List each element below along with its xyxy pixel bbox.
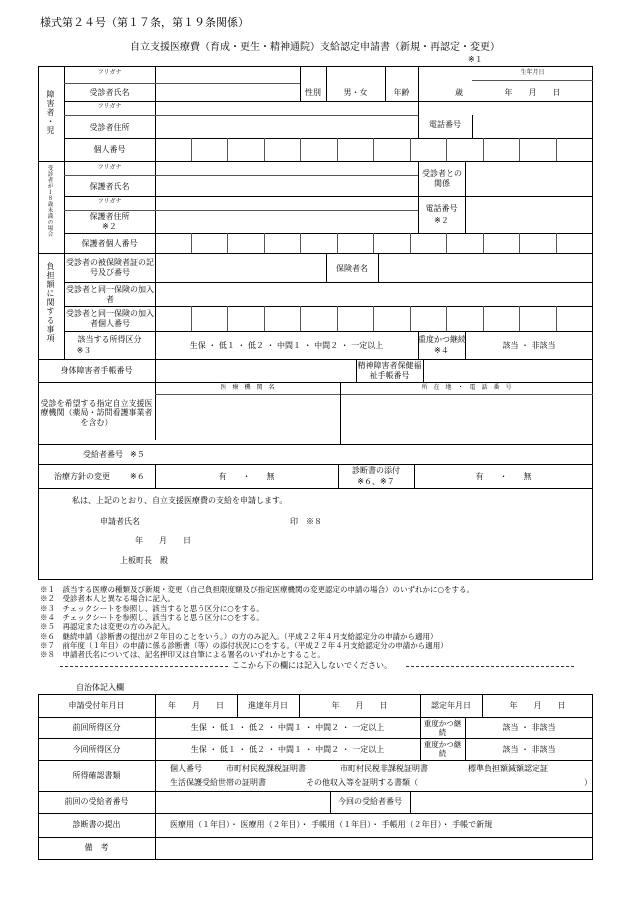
doc-my-number[interactable]: 個人番号 (170, 764, 202, 773)
physical-handbook-input[interactable] (155, 361, 355, 381)
form-number: 様式第２４号（第１７条，第１９条関係） (40, 16, 249, 29)
doc-other-income[interactable]: その他収入等を証明する書類（ (306, 778, 418, 787)
severe-note: ※４ (434, 346, 449, 355)
prev-recipient-input[interactable] (156, 793, 329, 811)
guardian-name-label: 保護者氏名 (89, 182, 130, 191)
title-note: ※１ (468, 55, 483, 64)
applicant-name-input[interactable] (170, 514, 285, 528)
prev-income-options[interactable]: 生保 ・ 低１ ・ 低２ ・ 中間１ ・ 中間２ ・ 一定以上 (190, 723, 385, 732)
section-burden: 負担額に関する事項 (46, 262, 55, 343)
curr-severe-label: 重度かつ継続 (423, 740, 462, 758)
guardian-phone-input[interactable] (465, 198, 593, 232)
patient-id-digits[interactable] (155, 138, 593, 161)
recipient-input[interactable] (156, 446, 592, 463)
severe-label: 重度かつ継続 (418, 335, 466, 344)
cert-submit-options[interactable]: 医療用（１年目）・ 医療用（２年目）・ 手帳用（１年目）・ 手帳用（２年目）・ 手帳で新規 (170, 820, 493, 829)
same-insured-input[interactable] (155, 284, 593, 305)
severe-options[interactable]: 該当 ・ 非該当 (502, 341, 556, 350)
guardian-id-digits[interactable] (155, 233, 593, 253)
docs-label: 所得確認書類 (72, 771, 121, 780)
recipient-note: ※５ (130, 450, 145, 459)
note-item: ※４ チェックシートを参照し、該当すると思う区分に○をする。 (40, 612, 264, 622)
recipient-label: 受給者番号 (83, 450, 123, 459)
cert-submit-label: 診断書の提出 (72, 820, 121, 829)
doc-reduction-cert[interactable]: 標準負担額減額認定証 (468, 764, 548, 773)
cert-note: ※６、※７ (357, 477, 395, 486)
patient-furigana-input[interactable] (155, 70, 300, 82)
patient-address-label: 受診者住所 (89, 123, 130, 132)
curr-recipient-input[interactable] (411, 793, 592, 811)
prev-severe-label: 重度かつ継続 (423, 718, 462, 737)
furigana-label: フリガナ (97, 103, 122, 110)
received-value[interactable]: 年 月 日 (168, 701, 224, 710)
form-title: 自立支援医療費（育成・更生・精神通院）支給認定申請書（新規・再認定・変更） (130, 42, 500, 53)
same-insured-id-label: 受診者と同一保険の加入者個人番号 (66, 309, 154, 328)
doc-other-close: ） (584, 778, 592, 787)
cert-options[interactable]: 有 ・ 無 (475, 472, 532, 481)
institution-address-input[interactable] (341, 396, 592, 442)
furigana-label: フリガナ (97, 69, 122, 76)
note-item: ※１ 該当する医療の種類及び新規・変更（自己負担限度額及び指定医療機関の変更認定の申請の場合）のいずれかに○をする。 (40, 585, 475, 594)
income-label: 該当する所得区分 (77, 335, 142, 344)
insurer-input[interactable] (378, 255, 593, 281)
note-item: ※２ 受診者本人と異なる場合に記入。 (40, 594, 175, 604)
same-insured-id-digits[interactable] (155, 306, 593, 331)
institution-name-input[interactable] (156, 396, 339, 442)
guardian-name-input[interactable] (155, 178, 418, 194)
guardian-address-label: 保護者住所 (89, 212, 130, 221)
policy-options[interactable]: 有 ・ 無 (218, 472, 275, 481)
insurer-label: 保険者名 (336, 264, 368, 273)
doc-tax-cert[interactable]: 市町村民税課税証明書 (226, 764, 306, 773)
cert-label: 診断書の添付 (352, 466, 400, 475)
curr-income-label: 今回所得区分 (72, 745, 121, 754)
prev-income-label: 前回所得区分 (72, 723, 121, 732)
addressee: 上板町長 殿 (120, 556, 168, 565)
doc-welfare-cert[interactable]: 生活保護受給世帯の証明書 (170, 778, 266, 787)
cut-line-text: ここから下の欄には記入しないでください。 (232, 661, 392, 670)
age-label: 年齢 (393, 88, 410, 97)
guardian-address-input[interactable] (155, 212, 418, 232)
income-note: ※３ (76, 346, 92, 355)
prev-severe-options[interactable]: 該当 ・ 非該当 (502, 723, 556, 732)
curr-income-options[interactable]: 生保 ・ 低１ ・ 低２ ・ 中間１ ・ 中間２ ・ 一定以上 (190, 745, 385, 754)
patient-name-label: 受診者氏名 (89, 88, 130, 97)
guardian-phone-note: ※２ (434, 216, 449, 225)
section-guardian: 受診者が１８歳未満の場合 (46, 165, 53, 237)
section-patient: 障害者・児 (46, 90, 55, 135)
policy-label: 治療方針の変更 (54, 472, 110, 481)
same-insured-label: 受診者と同一保険の加入者 (66, 284, 154, 304)
furigana-label: フリガナ (97, 198, 122, 205)
patient-name-input[interactable] (155, 84, 300, 100)
institution-name-header: 医 療 機 関 名 (220, 384, 275, 391)
patient-phone-label: 電話番号 (429, 120, 461, 129)
age-unit: 歳 (455, 88, 463, 97)
mental-handbook-input[interactable] (423, 361, 593, 381)
guardian-relation-input[interactable] (465, 163, 593, 195)
sex-options[interactable]: 男・女 (343, 88, 368, 97)
doc-nontax-cert[interactable]: 市町村民税非課税証明書 (340, 764, 428, 773)
guardian-address-note: ※２ (102, 222, 117, 231)
note-item: ※６ 継続申請（診断書の提出が２年目のことをいう。）の方のみ記入。（平成２２年４月支給認定分の申請から適用） (40, 631, 438, 641)
dob-value[interactable]: 年 月 日 (504, 88, 561, 97)
seal-label: 印 ※８ (290, 517, 322, 526)
policy-note: ※６ (130, 472, 145, 481)
income-options[interactable]: 生保 ・ 低１ ・ 低２ ・ 中間１ ・ 中間２ ・ 一定以上 (189, 341, 384, 350)
insured-input[interactable] (155, 255, 326, 281)
note-item: ※５ 再認定または変更の方のみ記入。 (40, 622, 175, 632)
certified-label: 認定年月日 (431, 701, 471, 710)
guardian-phone-label: 電話番号 (425, 204, 458, 213)
insured-label: 受診者の被保険者証の記号及び番号 (66, 258, 154, 277)
furigana-label: フリガナ (97, 164, 122, 171)
mental-handbook-label: 精神障害者保健福祉手帳番号 (357, 360, 422, 380)
institution-address-header: 所 在 地 ・ 電 話 番 号 (421, 384, 512, 391)
patient-phone-input[interactable] (472, 116, 593, 136)
physical-handbook-label: 身体障害者手帳番号 (60, 366, 133, 375)
remarks-input[interactable] (156, 839, 592, 858)
note-item: ※８ 申請者氏名については、記名押印又は自筆による署名のいずれかとすること。 (40, 650, 325, 660)
note-item: ※３ チェックシートを参照し、該当すると思う区分に○をする。 (40, 603, 264, 613)
institution-label: 受診を希望する指定自立支援医療機関（薬局・訪問看護事業者を含む） (40, 398, 153, 427)
declaration-date[interactable]: 年 月 日 (135, 536, 191, 545)
approved-value[interactable]: 年 月 日 (331, 701, 388, 710)
office-heading: 自治体記入欄 (76, 683, 124, 692)
received-label: 申請受付年月日 (68, 701, 125, 710)
curr-severe-options[interactable]: 該当 ・ 非該当 (502, 745, 556, 754)
note-item: ※７ 前年度（１年目）の申請に係る診断書（等）の添付状況に○をする。（平成２２年４月支給認定分の申請から適用） (40, 640, 448, 650)
applicant-label: 申請者氏名 (100, 517, 140, 526)
certified-value[interactable]: 年 月 日 (509, 701, 566, 710)
prev-recipient-label: 前回の受給者番号 (64, 797, 129, 806)
patient-id-label: 個人番号 (93, 145, 126, 154)
curr-recipient-label: 今回の受給者番号 (338, 797, 402, 806)
declaration-text: 私は、上記のとおり、自立支援医療費の支給を申請します。 (72, 496, 288, 505)
guardian-relation-label: 受診者との関係 (422, 169, 462, 188)
approved-label: 進達年月日 (248, 701, 288, 710)
sex-label: 性別 (305, 88, 321, 97)
remarks-label: 備 考 (84, 843, 109, 852)
dob-label: 生年月日 (520, 69, 545, 76)
guardian-id-label: 保護者個人番号 (81, 239, 138, 248)
patient-address-input[interactable] (155, 116, 418, 136)
